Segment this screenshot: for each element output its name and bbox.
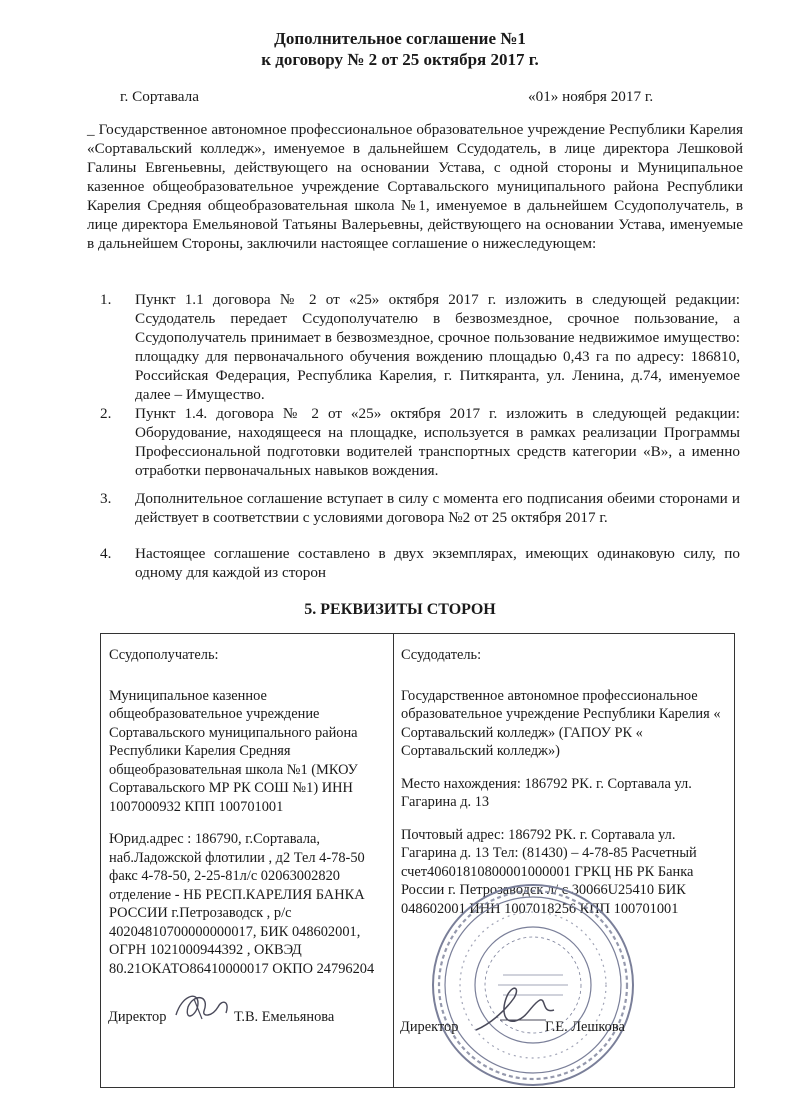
clause-item xyxy=(100,544,740,582)
clause-item xyxy=(100,489,740,527)
clause-text: Дополнительное соглашение вступает в силу с момента его подписания обеими сторонами и действует в соответствии с условиями договора №2 от 25 октября 2017 г. xyxy=(135,490,740,526)
clause-list-c xyxy=(100,544,740,582)
lender-sign-label: Директор xyxy=(400,1019,459,1035)
clause-item xyxy=(100,404,740,480)
lender-postal: Почтовый адрес: 186792 РК. г. Сортавала ул. Гагарина д. 13 Тел: (81430) – 4-78-85 Расчетный счет40601810800001000001 ГРКЦ НБ РК Банка России г. Петрозаводск л/ с 30066U25410 БИК 048602001 ИНН 1007018256 КПП 100701001 xyxy=(401,826,697,917)
agreement-date: «01» ноября 2017 г. xyxy=(528,88,654,105)
section-title: 5. РЕКВИЗИТЫ СТОРОН xyxy=(304,601,496,618)
borrower-sign-name: Т.В. Емельянова xyxy=(234,1009,335,1025)
borrower-signature xyxy=(168,985,238,1030)
document-title xyxy=(0,28,800,70)
clause-item xyxy=(100,290,740,404)
clause-text: Пункт 1.4. договора № 2 от «25» октября 2017 г. изложить в следующей редакции: Оборудование, находящееся на площадке, используется в рамках реализации Программы Профессиональной подготовки водителей транспортных средств категории «В», а именно отработки первоначальных навыков вождения. xyxy=(135,405,740,479)
borrower-column xyxy=(109,646,389,992)
lender-heading: Ссудодатель: xyxy=(401,647,482,663)
column-divider xyxy=(393,634,394,1087)
borrower-address: Юрид.адрес : 186790, г.Сортавала, наб.Ладожской флотилии , д2 Тел 4-78-50 факс 4-78-50, 2-25-81л/с 02063002820 отделение - НБ РЕСП.КАРЕЛИЯ БАНКА РОССИИ г.Петрозаводск , р/с 40204810700000000017, БИК 048602001, ОГРН 1021000944392 , ОКВЭД 80.21ОКАТО86410000017 ОКПО 24796204 xyxy=(109,831,375,977)
clause-number: 1. xyxy=(100,291,112,308)
lender-location: Место нахождения: 186792 РК. г. Сортавала ул. Гагарина д. 13 xyxy=(401,775,692,810)
borrower-name: Муниципальное казенное общеобразовательное учреждение Сортавальского муниципального района Республики Карелия Средняя общеобразовательная школа №1 (МКОУ Сортавальского МР РК СОШ №1) ИНН 1007000932 КПП 100701001 xyxy=(109,687,358,815)
lender-name: Государственное автономное профессиональное образовательное учреждение Республики Карелия « Сортавальский колледж» (ГАПОУ РК « Сортавальский колледж») xyxy=(401,687,721,759)
title-line-2: к договору № 2 от 25 октября 2017 г. xyxy=(261,50,539,69)
clause-list-a xyxy=(100,290,740,480)
clause-text: Пункт 1.1 договора № 2 от «25» октября 2017 г. изложить в следующей редакции: Ссудодатель передает Ссудополучателю в безвозмездное, срочное пользование, а Ссудополучатель принимает в безвозмездное, срочное пользование недвижимое имущество: площадку для первоначального обучения вождению площадью 0,43 га по адресу: 186810, Российская Федерация, Республика Карелия, г. Питкяранта, ул. Ленина, д.74, именуемое далее – Имущество. xyxy=(135,291,740,403)
clause-number: 3. xyxy=(100,490,112,507)
intro-text: _ Государственное автономное профессиональное образовательное учреждение Республики Карелия «Сортавальский колледж», именуемое в дальнейшем Ссудодатель, в лице директора Лешковой Галины Евгеньевны, действующего на основании Устава, с одной стороны и Муниципальное казенное общеобразовательное учреждение Сортавальского муниципального района Республики Карелия Средняя общеобразовательная школа №1, именуемое в дальнейшем Ссудополучатель, в лице директора Емельяновой Татьяны Валерьевны, действующего на основании Устава, именуемые в дальнейшем Стороны, заключили настоящее соглашение о нижеследующем: xyxy=(87,121,743,252)
title-line-1: Дополнительное соглашение №1 xyxy=(274,29,526,48)
intro-paragraph xyxy=(87,120,743,253)
borrower-sign-label: Директор xyxy=(108,1009,167,1025)
clause-number: 4. xyxy=(100,545,112,562)
clause-number: 2. xyxy=(100,405,112,422)
clause-list-b xyxy=(100,489,740,527)
borrower-heading: Ссудополучатель: xyxy=(109,647,219,663)
lender-sign-name: Г.Е. Лешкова xyxy=(545,1019,625,1035)
clause-text: Настоящее соглашение составлено в двух экземплярах, имеющих одинаковую силу, по одному для каждой из сторон xyxy=(135,545,740,581)
place-of-signing: г. Сортавала xyxy=(120,88,199,105)
